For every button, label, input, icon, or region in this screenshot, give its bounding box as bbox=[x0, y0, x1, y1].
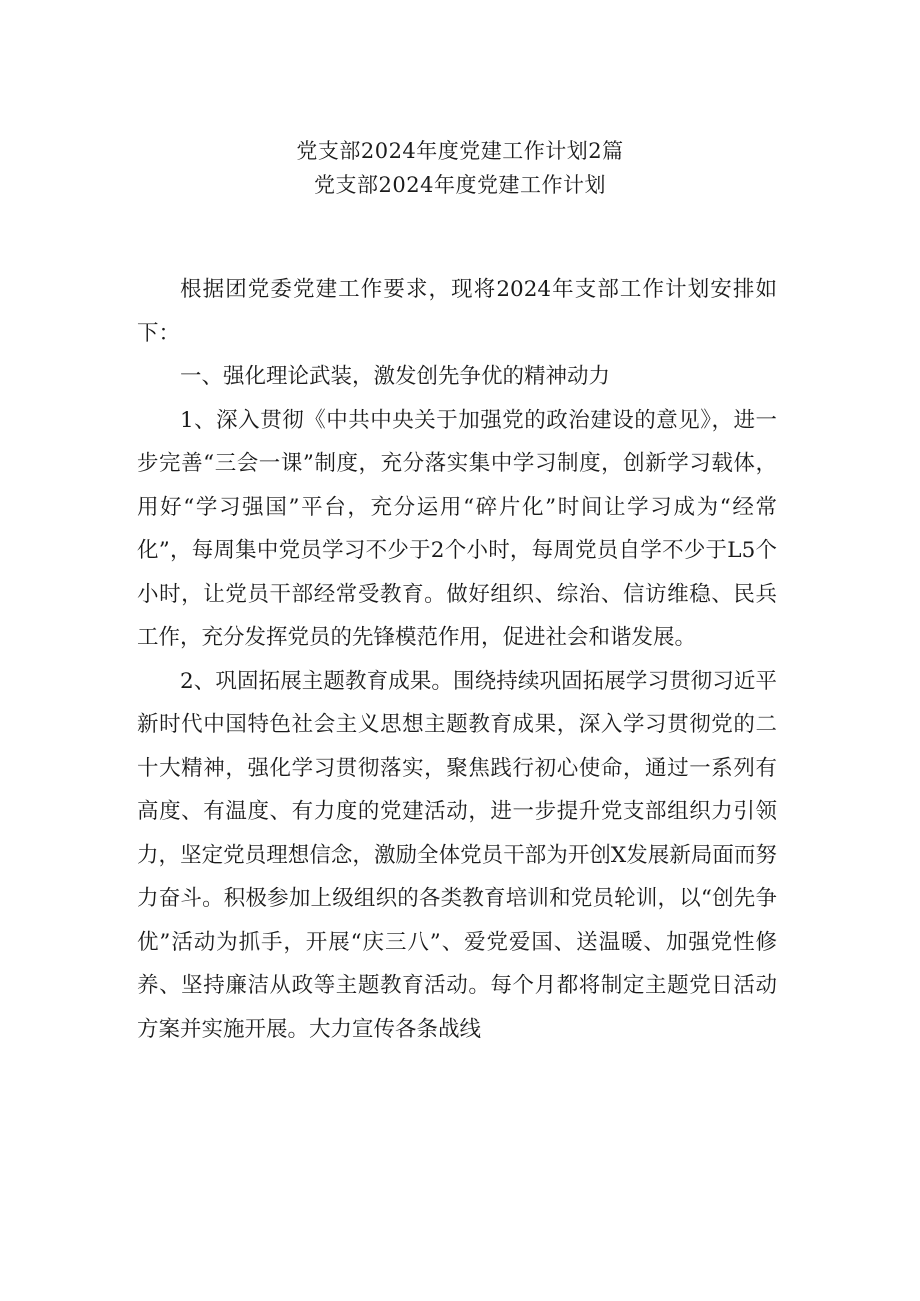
paragraph-item-1: 1、深入贯彻《中共中央关于加强党的政治建设的意见》，进一步完善“三会一课”制度，充分落实集中学习制度，创新学习载体，用好“学习强国”平台，充分运用“碎片化”时间让学习成为“经常化”，每周集中党员学习不少于2个小时，每周党员自学不少于L5个小时，让党员干部经常受教育。做好组织、综治、信访维稳、民兵工作，充分发挥党员的先锋模范作用，促进社会和谐发展。 bbox=[137, 407, 777, 650]
document-body bbox=[137, 268, 777, 1051]
document-title: 党支部2024年度党建工作计划2篇 bbox=[296, 139, 624, 163]
document-subtitle: 党支部2024年度党建工作计划 bbox=[314, 173, 606, 197]
title-block bbox=[0, 134, 920, 202]
paragraph-intro: 根据团党委党建工作要求，现将2024年支部工作计划安排如下： bbox=[137, 277, 777, 346]
section-heading: 一、强化理论武装，激发创先争优的精神动力 bbox=[180, 364, 611, 389]
paragraph-item-2: 2、巩固拓展主题教育成果。围绕持续巩固拓展学习贯彻习近平新时代中国特色社会主义思想主题教育成果，深入学习贯彻党的二十大精神，强化学习贯彻落实，聚焦践行初心使命，通过一系列有高度、有温度、有力度的党建活动，进一步提升党支部组织力引领力，坚定党员理想信念，激励全体党员干部为开创X发展新局面而努力奋斗。积极参加上级组织的各类教育培训和党员轮训，以“创先争优”活动为抓手，开展“庆三八”、爱党爱国、送温暖、加强党性修养、坚持廉洁从政等主题教育活动。每个月都将制定主题党日活动方案并实施开展。大力宣传各条战线 bbox=[137, 668, 777, 1042]
